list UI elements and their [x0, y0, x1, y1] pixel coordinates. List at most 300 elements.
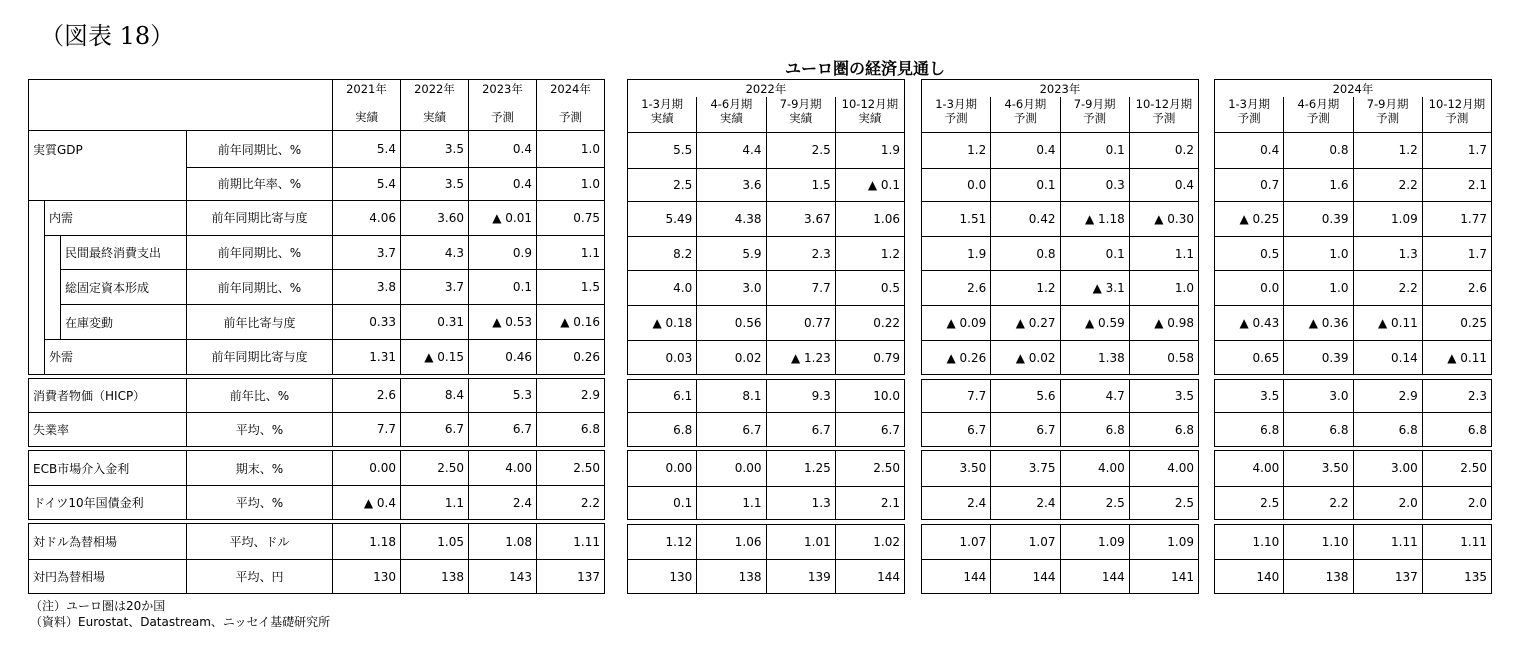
- cell: 6.1: [628, 379, 697, 413]
- table-row: [1215, 132, 1492, 169]
- cell: 2.5: [628, 169, 697, 202]
- cell: 0.31: [401, 305, 469, 340]
- table-row: [628, 236, 905, 271]
- table-row: [29, 340, 605, 375]
- note-line: （注）ユーロ圏は20か国: [30, 599, 166, 613]
- quarter-header: 10-12月期 実績: [835, 97, 904, 132]
- table-row: [29, 450, 605, 486]
- cell: 6.8: [537, 412, 605, 446]
- table-row: [922, 132, 1199, 169]
- table-row: [628, 271, 905, 306]
- cell: 3.7: [333, 235, 401, 270]
- row-label: ECB市場介入金利: [29, 450, 187, 486]
- table-row: [1215, 524, 1492, 560]
- cell: 0.56: [697, 306, 766, 341]
- cell: 138: [401, 560, 469, 594]
- quarter-header: 4-6月期 予測: [1284, 97, 1353, 132]
- cell: 0.8: [991, 236, 1060, 271]
- cell: 1.3: [766, 486, 835, 520]
- cell: 1.1: [697, 486, 766, 520]
- cell: 1.9: [835, 132, 904, 169]
- cell: 4.0: [628, 271, 697, 306]
- cell: 1.01: [766, 524, 835, 560]
- cell: 1.1: [537, 235, 605, 270]
- cell: 1.38: [1060, 340, 1129, 375]
- cell: 6.8: [1353, 413, 1422, 447]
- annual-table: [28, 79, 604, 594]
- quarterly-table-2024: [1214, 79, 1492, 594]
- cell: 10.0: [835, 379, 904, 413]
- cell: ▲ 0.43: [1215, 306, 1284, 341]
- cell: 5.49: [628, 201, 697, 236]
- cell: 138: [697, 560, 766, 594]
- cell: 143: [469, 560, 537, 594]
- cell: 2.50: [537, 450, 605, 486]
- block-year: 2024年: [1215, 80, 1492, 98]
- table-row: [1215, 306, 1492, 341]
- cell: 6.8: [1422, 413, 1491, 447]
- cell: 1.25: [766, 451, 835, 487]
- cell: 1.5: [766, 169, 835, 202]
- cell: 144: [922, 560, 991, 594]
- cell: ▲ 1.23: [766, 340, 835, 375]
- row-label: 内需: [45, 200, 187, 235]
- cell: 5.5: [628, 132, 697, 169]
- cell: 8.2: [628, 236, 697, 271]
- cell: ▲ 0.15: [401, 340, 469, 375]
- row-label: ドイツ10年国債金利: [29, 486, 187, 520]
- cell: 3.00: [1353, 451, 1422, 487]
- cell: ▲ 0.09: [922, 306, 991, 341]
- cell: 1.05: [401, 524, 469, 560]
- cell: 3.6: [697, 169, 766, 202]
- cell: 2.5: [766, 132, 835, 169]
- cell: 0.9: [469, 235, 537, 270]
- block-year: 2023年: [922, 80, 1199, 98]
- row-unit: 平均、ドル: [187, 524, 333, 560]
- row-label: [29, 168, 187, 201]
- cell: 2.0: [1353, 486, 1422, 520]
- cell: 144: [835, 560, 904, 594]
- cell: 0.1: [469, 270, 537, 305]
- cell: ▲ 0.26: [922, 340, 991, 375]
- cell: 1.10: [1284, 524, 1353, 560]
- cell: 5.4: [333, 131, 401, 168]
- cell: 3.50: [922, 451, 991, 487]
- row-unit: 平均、円: [187, 560, 333, 594]
- cell: 2.0: [1422, 486, 1491, 520]
- cell: ▲ 1.18: [1060, 201, 1129, 236]
- cell: 3.5: [1215, 379, 1284, 413]
- row-unit: 平均、%: [187, 412, 333, 446]
- table-row: [628, 524, 905, 560]
- cell: 1.11: [1353, 524, 1422, 560]
- cell: 3.75: [991, 451, 1060, 487]
- cell: 3.0: [1284, 379, 1353, 413]
- quarter-header: 10-12月期 予測: [1422, 97, 1491, 132]
- cell: 2.2: [537, 486, 605, 520]
- cell: 6.7: [401, 412, 469, 446]
- table-row: [1215, 560, 1492, 594]
- row-unit: 前年同期比、%: [187, 131, 333, 168]
- cell: 1.11: [1422, 524, 1491, 560]
- cell: 0.25: [1422, 306, 1491, 341]
- table-row: [922, 201, 1199, 236]
- row-unit: 前期比年率、%: [187, 168, 333, 201]
- cell: 7.7: [766, 271, 835, 306]
- cell: 0.3: [1060, 169, 1129, 202]
- cell: 1.2: [835, 236, 904, 271]
- cell: ▲ 0.1: [835, 169, 904, 202]
- cell: ▲ 0.30: [1129, 201, 1198, 236]
- table-row: [628, 201, 905, 236]
- cell: 4.00: [469, 450, 537, 486]
- table-row: [922, 340, 1199, 375]
- annual-header: 2022年 実績: [401, 80, 469, 131]
- figure-label: （図表 18）: [40, 22, 175, 50]
- cell: 5.6: [991, 379, 1060, 413]
- cell: 2.6: [922, 271, 991, 306]
- cell: 6.8: [628, 413, 697, 447]
- cell: 130: [333, 560, 401, 594]
- cell: 2.6: [1422, 271, 1491, 306]
- cell: 3.7: [401, 270, 469, 305]
- cell: 3.50: [1284, 451, 1353, 487]
- cell: 7.7: [333, 412, 401, 446]
- cell: 0.58: [1129, 340, 1198, 375]
- table-row: [29, 235, 605, 270]
- row-unit: 前年比、%: [187, 378, 333, 412]
- table-row: [628, 413, 905, 447]
- row-unit: 前年比寄与度: [187, 305, 333, 340]
- quarter-header: 1-3月期 予測: [922, 97, 991, 132]
- cell: 1.0: [1284, 236, 1353, 271]
- table-row: [922, 306, 1199, 341]
- cell: 2.2: [1284, 486, 1353, 520]
- cell: 141: [1129, 560, 1198, 594]
- cell: 1.10: [1215, 524, 1284, 560]
- cell: 1.06: [835, 201, 904, 236]
- cell: 139: [766, 560, 835, 594]
- table-row: [922, 169, 1199, 202]
- annual-header: 2024年 予測: [537, 80, 605, 131]
- cell: 137: [1353, 560, 1422, 594]
- cell: 2.9: [1353, 379, 1422, 413]
- table-row: [628, 486, 905, 520]
- cell: 6.8: [1215, 413, 1284, 447]
- cell: 4.00: [1129, 451, 1198, 487]
- table-row: [922, 413, 1199, 447]
- cell: 0.02: [697, 340, 766, 375]
- cell: 144: [1060, 560, 1129, 594]
- cell: 0.0: [922, 169, 991, 202]
- cell: 8.1: [697, 379, 766, 413]
- cell: 6.7: [991, 413, 1060, 447]
- cell: 1.1: [1129, 236, 1198, 271]
- cell: 0.22: [835, 306, 904, 341]
- cell: 1.02: [835, 524, 904, 560]
- cell: 2.1: [1422, 169, 1491, 202]
- cell: 9.3: [766, 379, 835, 413]
- table-row: [29, 200, 605, 235]
- cell: 3.5: [1129, 379, 1198, 413]
- cell: 1.11: [537, 524, 605, 560]
- cell: 0.26: [537, 340, 605, 375]
- table-row: [29, 486, 605, 520]
- cell: 2.5: [1129, 486, 1198, 520]
- cell: 1.9: [922, 236, 991, 271]
- table-title: ユーロ圏の経済見通し: [784, 59, 945, 78]
- cell: 6.8: [1060, 413, 1129, 447]
- cell: ▲ 0.16: [537, 305, 605, 340]
- table-row: [628, 340, 905, 375]
- cell: 4.7: [1060, 379, 1129, 413]
- table-row: [628, 451, 905, 487]
- cell: ▲ 3.1: [1060, 271, 1129, 306]
- cell: 8.4: [401, 378, 469, 412]
- cell: 137: [537, 560, 605, 594]
- cell: 1.09: [1060, 524, 1129, 560]
- table-row: [628, 379, 905, 413]
- block-year: 2022年: [628, 80, 905, 98]
- table-row: [1215, 271, 1492, 306]
- cell: 6.7: [922, 413, 991, 447]
- cell: 0.00: [697, 451, 766, 487]
- quarter-header: 1-3月期 実績: [628, 97, 697, 132]
- quarter-header: 4-6月期 予測: [991, 97, 1060, 132]
- cell: 144: [991, 560, 1060, 594]
- cell: 0.8: [1284, 132, 1353, 169]
- row-label: 対ドル為替相場: [29, 524, 187, 560]
- cell: 1.0: [1129, 271, 1198, 306]
- table-row: [922, 271, 1199, 306]
- cell: 5.9: [697, 236, 766, 271]
- table-row: [922, 560, 1199, 594]
- cell: 0.39: [1284, 340, 1353, 375]
- cell: 1.2: [991, 271, 1060, 306]
- cell: 2.9: [537, 378, 605, 412]
- cell: 1.2: [922, 132, 991, 169]
- cell: 6.7: [835, 413, 904, 447]
- row-label: 外需: [45, 340, 187, 375]
- cell: 4.38: [697, 201, 766, 236]
- cell: 2.4: [922, 486, 991, 520]
- cell: 6.8: [1129, 413, 1198, 447]
- quarter-header: 1-3月期 予測: [1215, 97, 1284, 132]
- cell: 1.1: [401, 486, 469, 520]
- table-row: [29, 168, 605, 201]
- cell: ▲ 0.59: [1060, 306, 1129, 341]
- cell: 0.00: [628, 451, 697, 487]
- cell: 0.4: [469, 131, 537, 168]
- row-label: 実質GDP: [29, 131, 187, 168]
- cell: 0.4: [1129, 169, 1198, 202]
- cell: 2.6: [333, 378, 401, 412]
- table-row: [1215, 169, 1492, 202]
- cell: 135: [1422, 560, 1491, 594]
- cell: 1.12: [628, 524, 697, 560]
- cell: 2.4: [469, 486, 537, 520]
- cell: 1.07: [991, 524, 1060, 560]
- cell: 0.14: [1353, 340, 1422, 375]
- cell: 6.7: [697, 413, 766, 447]
- table-row: [29, 560, 605, 594]
- header-corner: [29, 80, 333, 131]
- row-unit: 前年同期比寄与度: [187, 340, 333, 375]
- cell: 1.0: [537, 131, 605, 168]
- cell: ▲ 0.53: [469, 305, 537, 340]
- cell: 3.0: [697, 271, 766, 306]
- cell: 0.5: [835, 271, 904, 306]
- row-label: 在庫変動: [61, 305, 187, 340]
- cell: 0.1: [628, 486, 697, 520]
- cell: ▲ 0.27: [991, 306, 1060, 341]
- cell: 0.42: [991, 201, 1060, 236]
- cell: 4.06: [333, 200, 401, 235]
- row-unit: 前年同期比寄与度: [187, 200, 333, 235]
- cell: 0.1: [1060, 236, 1129, 271]
- cell: 0.1: [991, 169, 1060, 202]
- cell: 2.2: [1353, 169, 1422, 202]
- cell: ▲ 0.02: [991, 340, 1060, 375]
- table-row: [1215, 413, 1492, 447]
- cell: 0.33: [333, 305, 401, 340]
- table-row: [922, 379, 1199, 413]
- cell: 2.3: [766, 236, 835, 271]
- cell: 1.7: [1422, 132, 1491, 169]
- table-row: [628, 132, 905, 169]
- cell: 1.07: [922, 524, 991, 560]
- note-line: （資料）Eurostat、Datastream、ニッセイ基礎研究所: [30, 615, 331, 629]
- cell: ▲ 0.25: [1215, 201, 1284, 236]
- cell: 1.06: [697, 524, 766, 560]
- table-row: [922, 486, 1199, 520]
- cell: 0.7: [1215, 169, 1284, 202]
- cell: 1.31: [333, 340, 401, 375]
- cell: 6.7: [766, 413, 835, 447]
- cell: 1.0: [1284, 271, 1353, 306]
- cell: 4.4: [697, 132, 766, 169]
- cell: 1.18: [333, 524, 401, 560]
- table-row: [922, 451, 1199, 487]
- table-row: [628, 560, 905, 594]
- cell: ▲ 0.18: [628, 306, 697, 341]
- cell: 1.6: [1284, 169, 1353, 202]
- quarterly-table-2022: [627, 79, 905, 594]
- table-row: [1215, 486, 1492, 520]
- cell: 5.3: [469, 378, 537, 412]
- cell: 0.46: [469, 340, 537, 375]
- quarter-header: 10-12月期 予測: [1129, 97, 1198, 132]
- table-row: [1215, 451, 1492, 487]
- cell: 0.65: [1215, 340, 1284, 375]
- annual-header: 2021年 実績: [333, 80, 401, 131]
- cell: 1.0: [537, 168, 605, 201]
- cell: 0.39: [1284, 201, 1353, 236]
- table-row: [1215, 201, 1492, 236]
- cell: ▲ 0.11: [1422, 340, 1491, 375]
- cell: 0.77: [766, 306, 835, 341]
- cell: 2.50: [1422, 451, 1491, 487]
- cell: 1.09: [1353, 201, 1422, 236]
- table-row: [922, 524, 1199, 560]
- cell: 6.7: [469, 412, 537, 446]
- cell: 130: [628, 560, 697, 594]
- cell: 0.00: [333, 450, 401, 486]
- row-label: 消費者物価（HICP）: [29, 378, 187, 412]
- table-row: [29, 131, 605, 168]
- table-row: [29, 412, 605, 446]
- cell: 2.5: [1060, 486, 1129, 520]
- cell: 3.60: [401, 200, 469, 235]
- quarter-header: 7-9月期 予測: [1060, 97, 1129, 132]
- row-unit: 期末、%: [187, 450, 333, 486]
- cell: 3.67: [766, 201, 835, 236]
- table-row: [29, 270, 605, 305]
- cell: 3.5: [401, 131, 469, 168]
- cell: 1.51: [922, 201, 991, 236]
- cell: 1.08: [469, 524, 537, 560]
- cell: 0.03: [628, 340, 697, 375]
- cell: 1.7: [1422, 236, 1491, 271]
- cell: 1.3: [1353, 236, 1422, 271]
- table-row: [29, 305, 605, 340]
- cell: 3.5: [401, 168, 469, 201]
- cell: 2.5: [1215, 486, 1284, 520]
- row-unit: 前年同期比、%: [187, 235, 333, 270]
- cell: ▲ 0.11: [1353, 306, 1422, 341]
- cell: 1.2: [1353, 132, 1422, 169]
- cell: 1.09: [1129, 524, 1198, 560]
- row-label: 民間最終消費支出: [61, 235, 187, 270]
- annual-header: 2023年 予測: [469, 80, 537, 131]
- row-label: 失業率: [29, 412, 187, 446]
- cell: 0.1: [1060, 132, 1129, 169]
- cell: 0.5: [1215, 236, 1284, 271]
- cell: 2.4: [991, 486, 1060, 520]
- cell: ▲ 0.01: [469, 200, 537, 235]
- cell: 0.4: [1215, 132, 1284, 169]
- row-label: 総固定資本形成: [61, 270, 187, 305]
- cell: 4.00: [1215, 451, 1284, 487]
- quarterly-table-2023: [921, 79, 1199, 594]
- table-row: [29, 378, 605, 412]
- cell: 7.7: [922, 379, 991, 413]
- cell: 138: [1284, 560, 1353, 594]
- cell: 4.00: [1060, 451, 1129, 487]
- notes: [30, 598, 330, 630]
- cell: 2.50: [835, 451, 904, 487]
- cell: 4.3: [401, 235, 469, 270]
- table-row: [628, 306, 905, 341]
- cell: 0.4: [469, 168, 537, 201]
- quarter-header: 7-9月期 実績: [766, 97, 835, 132]
- quarter-header: 4-6月期 実績: [697, 97, 766, 132]
- cell: ▲ 0.36: [1284, 306, 1353, 341]
- table-row: [1215, 379, 1492, 413]
- cell: 5.4: [333, 168, 401, 201]
- cell: 0.0: [1215, 271, 1284, 306]
- row-unit: 前年同期比、%: [187, 270, 333, 305]
- table-row: [1215, 236, 1492, 271]
- cell: 0.75: [537, 200, 605, 235]
- cell: 2.1: [835, 486, 904, 520]
- quarter-header: 7-9月期 予測: [1353, 97, 1422, 132]
- cell: ▲ 0.4: [333, 486, 401, 520]
- cell: ▲ 0.98: [1129, 306, 1198, 341]
- cell: 140: [1215, 560, 1284, 594]
- cell: 0.2: [1129, 132, 1198, 169]
